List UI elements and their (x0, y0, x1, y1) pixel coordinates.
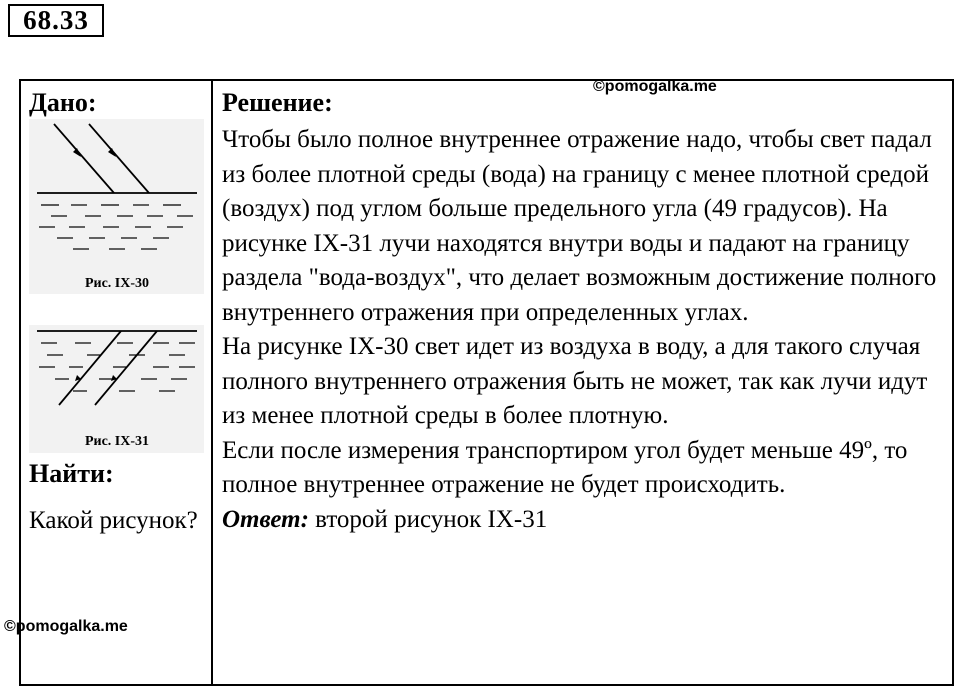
watermark: ©pomogalka.me (4, 618, 128, 635)
figure-caption: Рис. IX-30 (84, 276, 150, 291)
answer (222, 503, 950, 538)
solution-table (4, 78, 954, 686)
solution-paragraph: На рисунке IX-30 свет идет из воздуха в воду, а для такого случая полного внутреннего отражения быть не может, так как лучи идут из менее плотной среды в более плотную. (222, 333, 928, 429)
answer-label: Ответ: (222, 505, 309, 533)
column-divider (211, 81, 213, 684)
figure-ix-30 (29, 119, 204, 294)
find-text: Какой рисунок? (29, 507, 198, 534)
figure-ix-31 (29, 325, 204, 453)
answer-text: второй рисунок IX-31 (308, 505, 548, 533)
find-heading: Найти: (29, 459, 114, 488)
watermark: ©pomogalka.me (593, 78, 717, 95)
figure-caption: Рис. IX-31 (84, 434, 150, 449)
solution-paragraph: Чтобы было полное внутреннее отражение надо, чтобы свет падал из более плотной среды (вода) на границу с менее плотной средой (воздух) под углом больше предельного угла (49 градусов). На рисунке IX-31 лучи находятся внутри воды и падают на границу раздела "вода-воздух", что делает возможным достижение полного внутреннего отражения при определенных углах. (222, 126, 937, 326)
given-heading: Дано: (29, 88, 97, 117)
solution-heading: Решение: (222, 88, 333, 117)
solution-paragraph: Если после измерения транспортиром угол будет меньше 49º, то полное внутреннее отражение не будет происходить. (222, 436, 908, 498)
solution-text (222, 123, 950, 537)
problem-number: 68.33 (8, 4, 104, 37)
